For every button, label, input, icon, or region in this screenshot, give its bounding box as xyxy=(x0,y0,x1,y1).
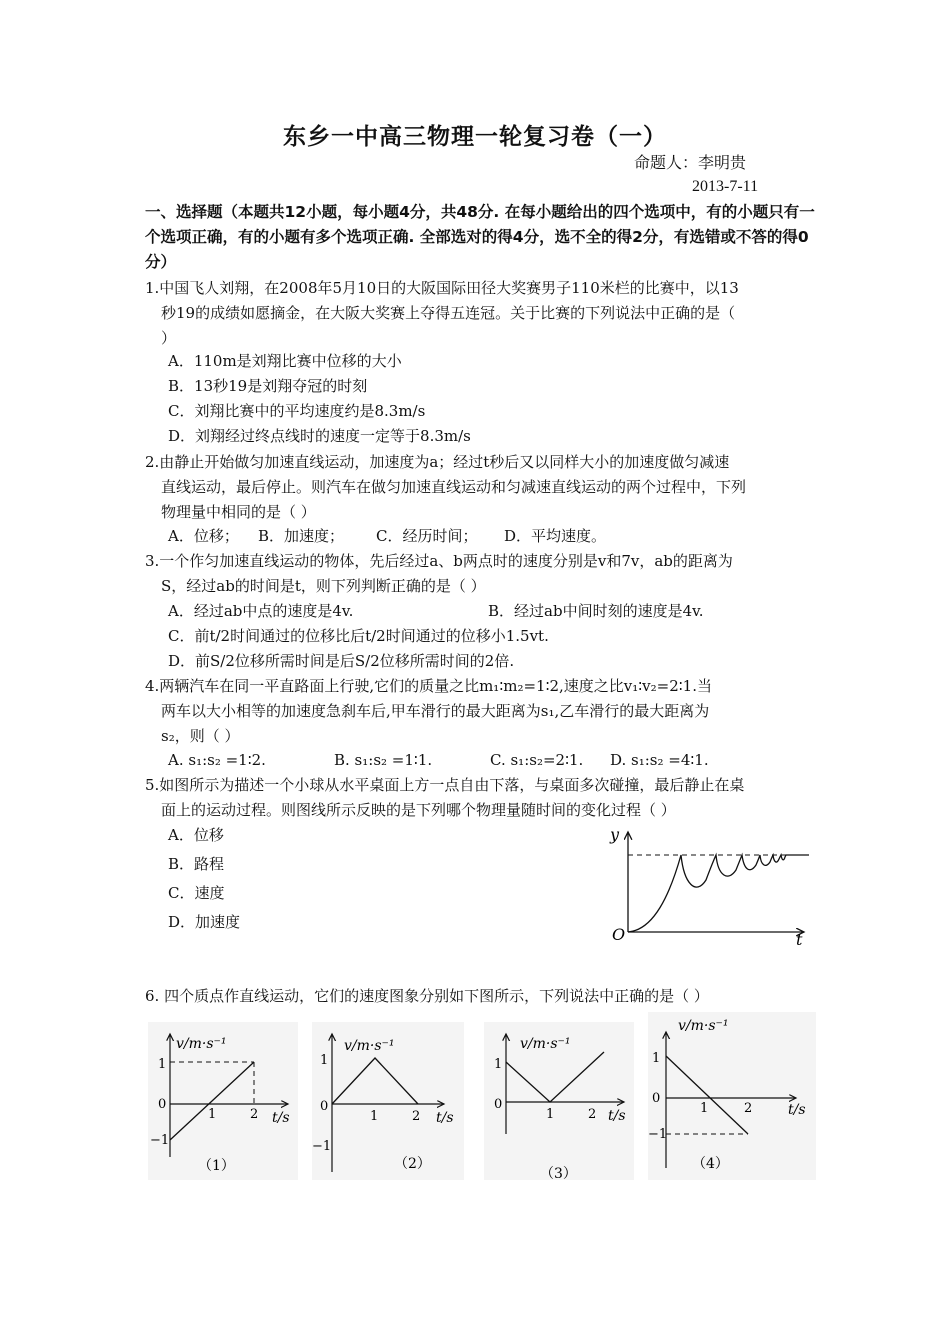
question-3-stem-line2: S，经过ab的时间是t，则下列判断正确的是（ ） xyxy=(161,577,486,595)
question-4-stem-line2: 两车以大小相等的加速度急刹车后,甲车滑行的最大距离为s₁,乙车滑行的最大距离为 xyxy=(161,702,710,720)
question-5-graph xyxy=(604,824,814,948)
question-2-option-b: B．加速度； xyxy=(258,527,345,545)
graph-x-label: t xyxy=(796,930,803,948)
graph-origin-label: O xyxy=(612,925,626,944)
graph-2-tick-ym1: −1 xyxy=(312,1139,332,1154)
graph-4-tick-ym1: −1 xyxy=(648,1127,668,1142)
graph-3-x-label: t/s xyxy=(608,1108,626,1124)
graph-3-tick-x2: 2 xyxy=(588,1107,597,1122)
question-2-option-d: D．平均速度。 xyxy=(504,527,607,545)
graph-2-tick-x2: 2 xyxy=(412,1109,421,1124)
question-4-option-a: A. s₁:s₂ =1∶2. xyxy=(168,751,266,769)
question-5-stem-line1: 5.如图所示为描述一个小球从水平桌面上方一点自由下落，与桌面多次碰撞，最后静止在桌 xyxy=(145,776,745,794)
graph-3-y-label: v/m·s⁻¹ xyxy=(520,1036,571,1052)
question-4-option-d: D. s₁:s₂ =4∶1. xyxy=(610,751,709,769)
v-t-graph-2 xyxy=(312,1022,464,1180)
question-5-option-c: C．速度 xyxy=(168,884,225,902)
question-4-option-b: B. s₁:s₂ =1∶1. xyxy=(334,751,433,769)
graph-3-tick-y0: 0 xyxy=(494,1097,503,1112)
author-line: 命题人：李明贵 xyxy=(634,153,747,172)
question-6-stem-line1: 6. 四个质点作直线运动，它们的速度图象分别如下图所示，下列说法中正确的是（ ） xyxy=(145,987,709,1005)
question-1-stem-line2: 秒19的成绩如愿摘金，在大阪大奖赛上夺得五连冠。关于比赛的下列说法中正确的是（ xyxy=(161,304,736,322)
question-1 xyxy=(145,276,815,351)
question-4 xyxy=(145,674,815,749)
graph-1-tick-y0: 0 xyxy=(158,1097,167,1112)
v-t-graph-4 xyxy=(648,1012,816,1180)
graph-4-tick-y0: 0 xyxy=(652,1091,661,1106)
question-3-option-b: B．经过ab中间时刻的速度是4v. xyxy=(488,602,704,620)
question-2-stem-line2: 直线运动，最后停止。则汽车在做匀加速直线运动和匀减速直线运动的两个过程中，下列 xyxy=(161,478,747,496)
question-2-stem-line3: 物理量中相同的是（ ） xyxy=(161,503,316,521)
question-1-option-b: B．13秒19是刘翔夺冠的时刻 xyxy=(168,377,368,395)
motion-curve xyxy=(628,855,809,932)
graph-2-x-label: t/s xyxy=(436,1110,454,1126)
graph-2-y-label: v/m·s⁻¹ xyxy=(344,1038,395,1054)
question-2 xyxy=(145,450,815,525)
question-4-stem-line1: 4.两辆汽车在同一平直路面上行驶,它们的质量之比m₁∶m₂=1∶2,速度之比v₁∶v₂=2∶1.当 xyxy=(145,677,712,695)
question-5-option-a: A．位移 xyxy=(168,826,224,844)
question-3-option-a: A．经过ab中点的速度是4v. xyxy=(168,602,354,620)
question-5 xyxy=(145,773,815,823)
graph-2-caption: （2） xyxy=(394,1156,431,1172)
v-t-graph-1 xyxy=(148,1022,298,1180)
graph-3-caption: （3） xyxy=(540,1166,577,1180)
graph-4-caption: （4） xyxy=(692,1156,729,1172)
graph-y-label: y xyxy=(610,825,620,844)
graph-1-y-label: v/m·s⁻¹ xyxy=(176,1036,227,1052)
question-5-option-d: D．加速度 xyxy=(168,913,241,931)
section-heading: 一、选择题（本题共12小题，每小题4分，共48分. 在每小题给出的四个选项中，有的小题只有一个选项正确，有的小题有多个选项正确. 全部选对的得4分，选不全的得2分，有选错或不答的得0分） xyxy=(145,203,815,271)
question-1-stem-line1: 1.中国飞人刘翔，在2008年5月10日的大阪国际田径大奖赛男子110米栏的比赛中，以13 xyxy=(145,279,739,297)
graph-1-x-label: t/s xyxy=(272,1110,290,1126)
graph-2-tick-y1: 1 xyxy=(320,1053,329,1068)
graph-1-tick-y1: 1 xyxy=(158,1057,167,1072)
question-4-option-c: C. s₁:s₂=2∶1. xyxy=(490,751,584,769)
graph-4-y-label: v/m·s⁻¹ xyxy=(678,1018,729,1034)
graph-4-tick-y1: 1 xyxy=(652,1051,661,1066)
question-2-option-a: A．位移； xyxy=(168,527,239,545)
question-3-option-d: D．前S/2位移所需时间是后S/2位移所需时间的2倍. xyxy=(168,652,515,670)
question-3-stem-line1: 3.一个作匀加速直线运动的物体，先后经过a、b两点时的速度分别是v和7v，ab的距离为 xyxy=(145,552,733,570)
graph-4-x-label: t/s xyxy=(788,1102,806,1118)
question-3 xyxy=(145,549,815,599)
question-1-option-d: D．刘翔经过终点线时的速度一定等于8.3m/s xyxy=(168,427,471,445)
question-5-stem-line2: 面上的运动过程。则图线所示反映的是下列哪个物理量随时间的变化过程（ ） xyxy=(161,801,676,819)
graph-4-tick-x2: 2 xyxy=(744,1101,753,1116)
question-1-option-a: A．110m是刘翔比赛中位移的大小 xyxy=(168,352,402,370)
graph-3-tick-y1: 1 xyxy=(494,1057,503,1072)
graph-1-tick-x2: 2 xyxy=(250,1107,259,1122)
v-t-graph-3 xyxy=(484,1022,634,1180)
date-line: 2013-7-11 xyxy=(692,178,759,195)
page-title: 东乡一中高三物理一轮复习卷（一） xyxy=(283,124,667,150)
question-5-option-b: B．路程 xyxy=(168,855,225,873)
question-1-stem-line3: ） xyxy=(161,329,177,347)
graph-4-tick-x1: 1 xyxy=(700,1101,709,1116)
graph-2-tick-x1: 1 xyxy=(370,1109,379,1124)
question-4-stem-line3: s₂，则（ ） xyxy=(161,727,240,745)
question-1-option-c: C．刘翔比赛中的平均速度约是8.3m/s xyxy=(168,402,426,420)
graph-3-tick-x1: 1 xyxy=(546,1107,555,1122)
question-3-option-c: C．前t/2时间通过的位移比后t/2时间通过的位移小1.5vt. xyxy=(168,627,549,645)
graph-1-tick-x1: 1 xyxy=(208,1107,217,1122)
question-2-option-c: C．经历时间； xyxy=(376,527,478,545)
graph-1-tick-ym1: −1 xyxy=(150,1133,170,1148)
question-2-stem-line1: 2.由静止开始做匀加速直线运动，加速度为a；经过t秒后又以同样大小的加速度做匀减速 xyxy=(145,453,730,471)
question-6 xyxy=(145,984,815,1009)
graph-1-caption: （1） xyxy=(198,1158,235,1174)
graph-2-tick-y0: 0 xyxy=(320,1099,329,1114)
